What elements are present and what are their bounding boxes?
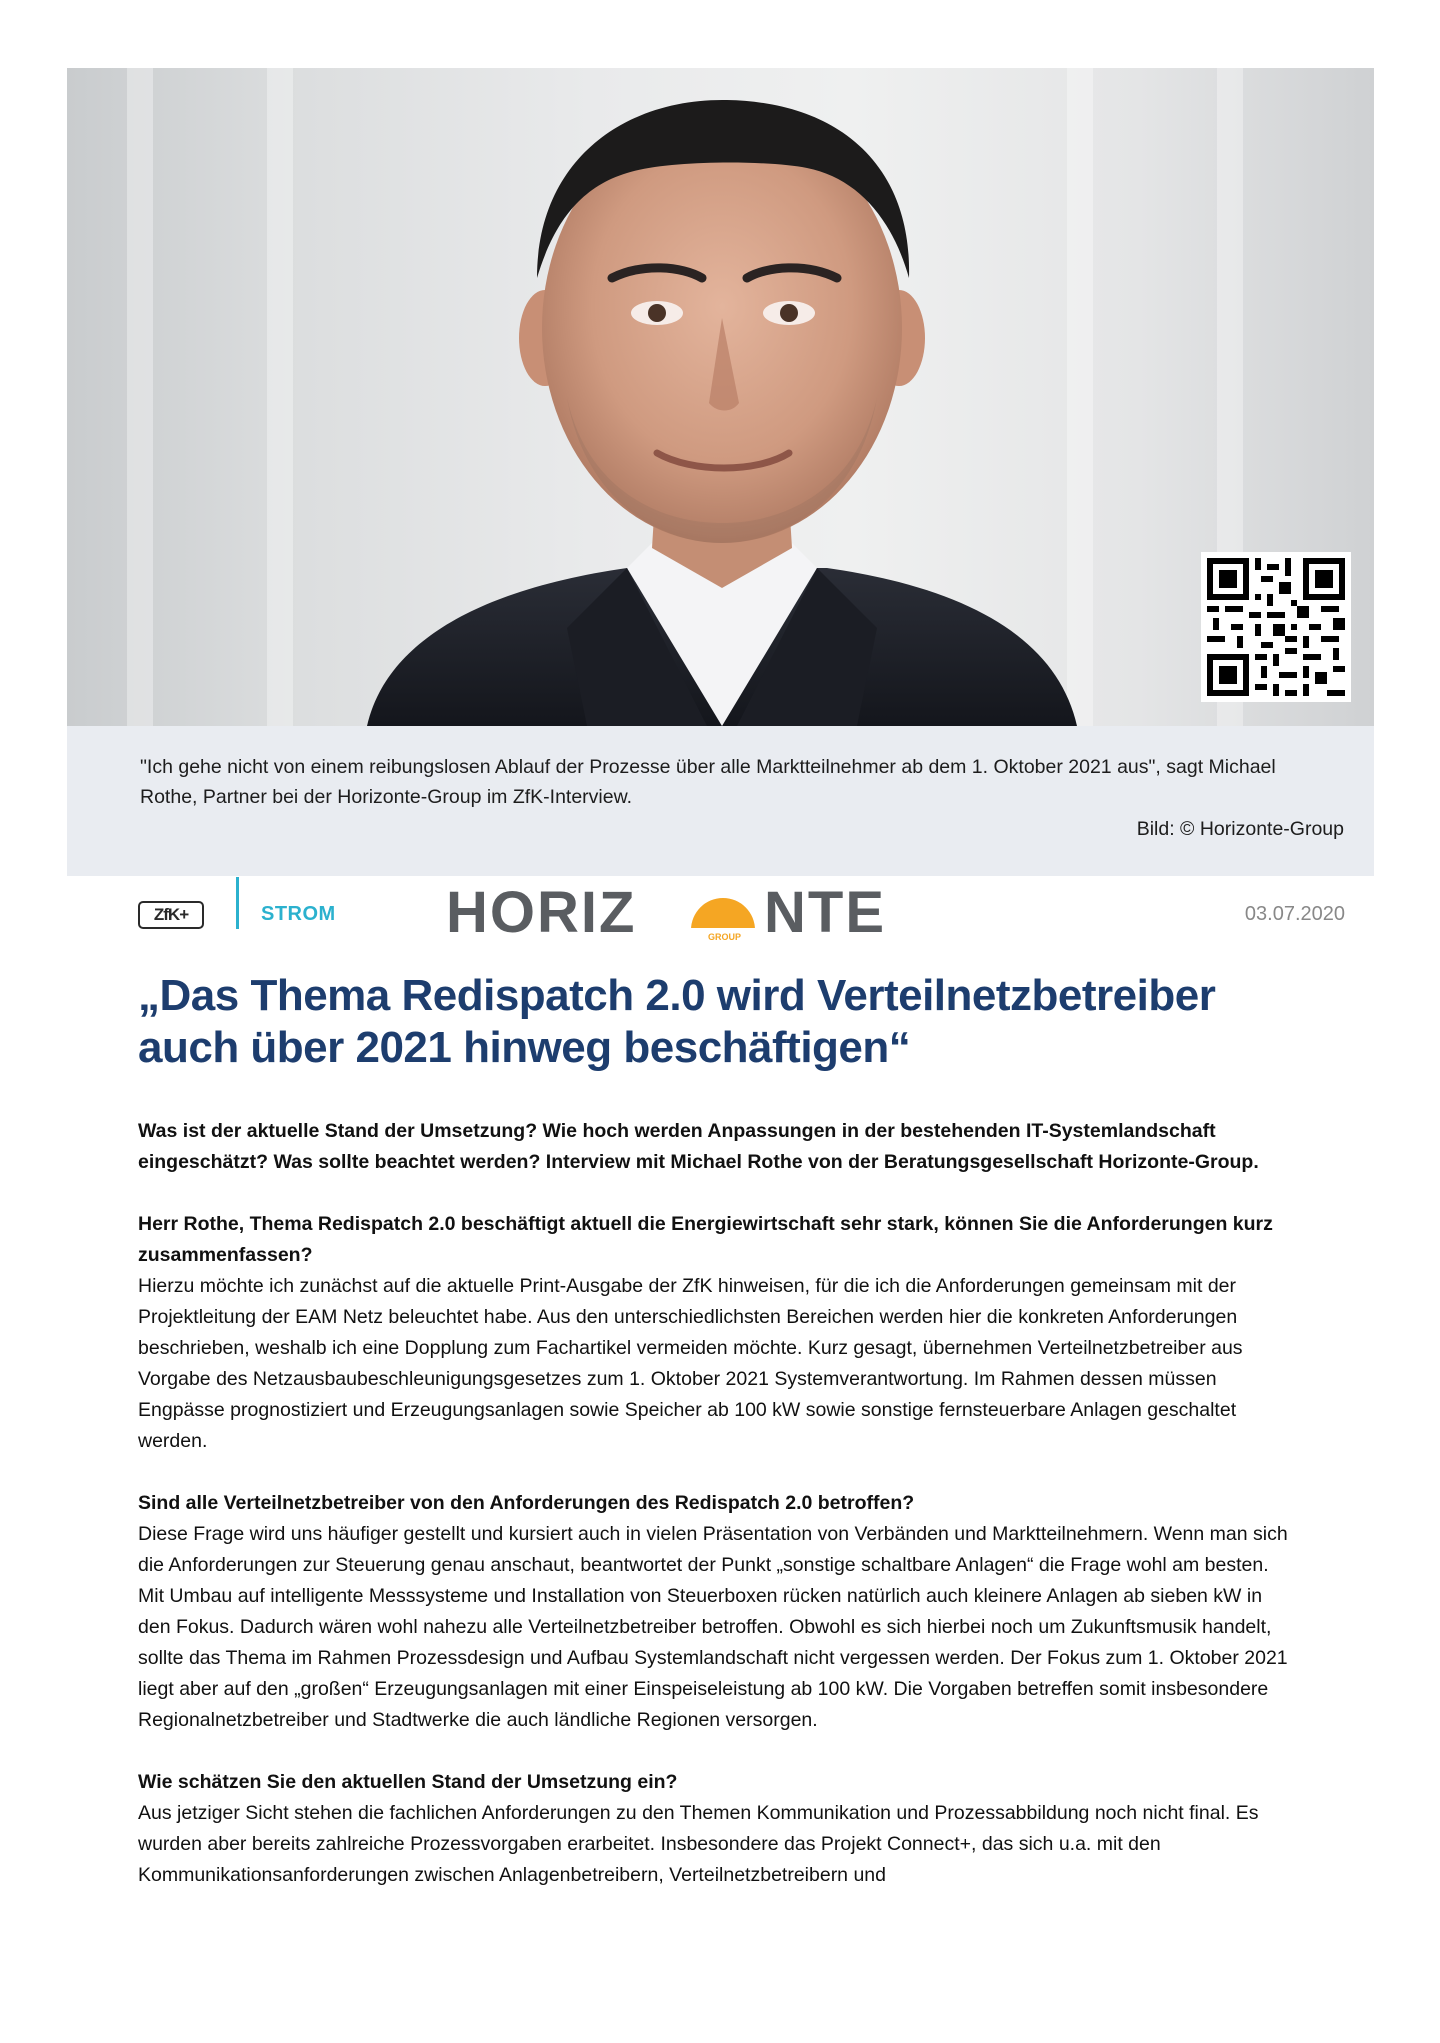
interview-question: Herr Rothe, Thema Redispatch 2.0 beschäftigt aktuell die Energiewirtschaft sehr stark, können Sie die Anforderungen kurz zusammenfassen? bbox=[138, 1213, 1273, 1266]
image-caption-box bbox=[67, 726, 1374, 876]
logo-text-right: NTE bbox=[764, 882, 886, 942]
horizonte-group-logo bbox=[446, 882, 896, 942]
hero-photo bbox=[67, 68, 1374, 726]
sun-icon bbox=[691, 898, 755, 930]
zfk-plus-logo[interactable]: ZfK+ bbox=[138, 901, 204, 929]
article-body bbox=[138, 1116, 1298, 1922]
logo-text-left: HORIZ bbox=[446, 882, 637, 942]
interview-section bbox=[138, 1209, 1298, 1457]
image-caption: "Ich gehe nicht von einem reibungslosen Ablauf der Prozesse über alle Marktteilnehmer ab dem 1. Oktober 2021 aus", sagt Michael Rothe, Partner bei der Horizonte-Group im ZfK-Interview. bbox=[140, 756, 1276, 808]
interview-answer: Hierzu möchte ich zunächst auf die aktuelle Print-Ausgabe der ZfK hinweisen, für die ich die Anforderungen gemeinsam mit der Projektleitung der EAM Netz beleuchtet habe. Aus den unterschiedlichsten Bereichen werden hier die konkreten Anforderungen beschrieben, weshalb ich eine Dopplung zum Fachartikel vermeiden möchte. Kurz gesagt, übernehmen Verteilnetzbetreiber aus Vorgabe des Netzausbaubeschleunigungsgesetzes zum 1. Oktober 2021 Systemverantwortung. Im Rahmen dessen müssen Engpässe prognostiziert und Erzeugungsanlagen sowie Speicher ab 100 kW sowie sonstige fernsteuerbare Anlagen geschaltet werden. bbox=[138, 1275, 1243, 1452]
interview-answer: Aus jetziger Sicht stehen die fachlichen Anforderungen zu den Themen Kommunikation und Prozessabbildung noch nicht final. Es wurden aber bereits zahlreiche Prozessvorgaben erarbeitet. Insbesondere das Projekt Connect+, das sich u.a. mit den Kommunikationsanforderungen zwischen Anlagenbetreibern, Verteilnetzbetreibern und bbox=[138, 1802, 1259, 1886]
image-credit: Bild: © Horizonte-Group bbox=[1136, 818, 1344, 840]
article-lead: Was ist der aktuelle Stand der Umsetzung? Wie hoch werden Anpassungen in der bestehenden IT-Systemlandschaft eingeschätzt? Was sollte beachtet werden? Interview mit Michael Rothe von der Beratungsgesellschaft Horizonte-Group. bbox=[138, 1120, 1259, 1173]
interview-answer: Diese Frage wird uns häufiger gestellt und kursiert auch in vielen Präsentation von Verbänden und Marktteilnehmern. Wenn man sich die Anforderungen zur Steuerung genau anschaut, beantwortet der Punkt „sonstige schaltbare Anlagen“ die Frage wohl am besten. Mit Umbau auf intelligente Messsysteme und Installation von Steuerboxen rücken natürlich auch kleinere Anlagen ab sieben kW in den Fokus. Dadurch wären wohl nahezu alle Verteilnetzbetreiber betroffen. Obwohl es sich hierbei noch um Zukunftsmusik handelt, sollte das Thema im Rahmen Prozessdesign und Aufbau Systemlandschaft nicht vergessen werden. Der Fokus zum 1. Oktober 2021 liegt aber auf den „großen“ Erzeugungsanlagen mit einer Einspeiseleistung ab 100 kW. Die Vorgaben betreffen somit insbesondere Regionalnetzbetreiber und Stadtwerke die auch ländliche Regionen versorgen. bbox=[138, 1523, 1288, 1731]
interview-question: Wie schätzen Sie den aktuellen Stand der Umsetzung ein? bbox=[138, 1771, 678, 1793]
interview-question: Sind alle Verteilnetzbetreiber von den Anforderungen des Redispatch 2.0 betroffen? bbox=[138, 1492, 915, 1514]
qr-code-icon bbox=[1201, 552, 1351, 702]
article-headline: „Das Thema Redispatch 2.0 wird Verteilnetzbetreiber auch über 2021 hinweg beschäftigen“ bbox=[138, 971, 1216, 1072]
publish-date: 03.07.2020 bbox=[1244, 903, 1345, 925]
logo-text-sub: GROUP bbox=[708, 932, 742, 942]
portrait-illustration bbox=[67, 68, 1374, 726]
interview-section bbox=[138, 1488, 1298, 1736]
category-tag[interactable]: STROM bbox=[261, 903, 336, 925]
interview-section bbox=[138, 1767, 1298, 1891]
meta-divider bbox=[236, 877, 239, 929]
